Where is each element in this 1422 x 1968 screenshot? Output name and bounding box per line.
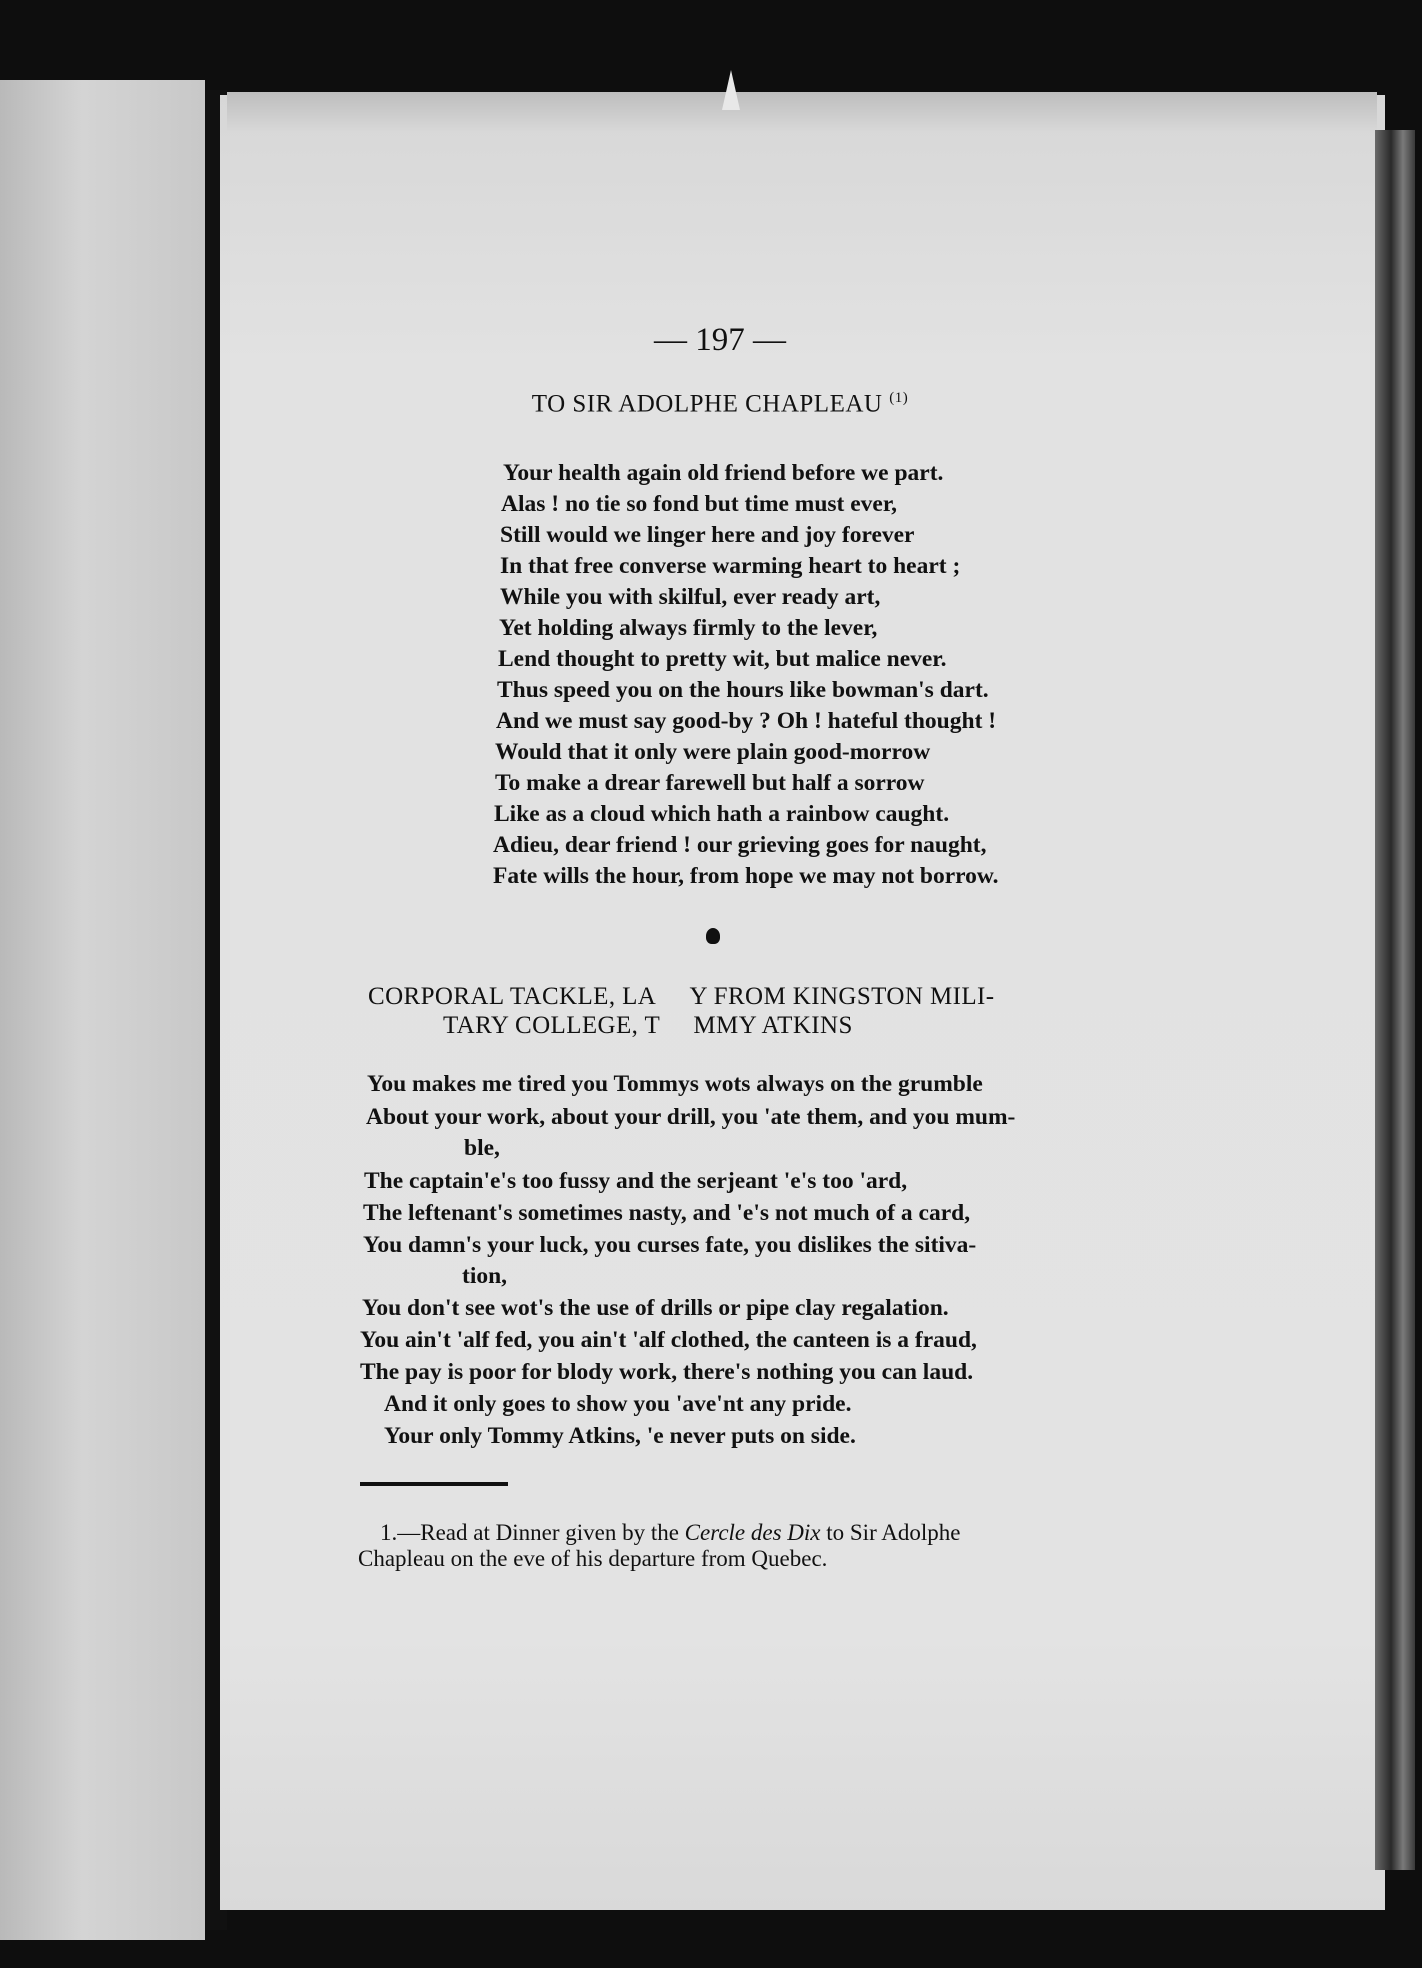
poem1-line: While you with skilful, ever ready art, [500, 584, 881, 610]
footnote-italic: Cercle des Dix [684, 1520, 821, 1545]
poem-title-text: TO SIR ADOLPHE CHAPLEAU [531, 390, 883, 418]
footnote-rule [360, 1482, 508, 1486]
section-ornament [706, 928, 720, 944]
poem1-line: Thus speed you on the hours like bowman's dart. [497, 677, 989, 703]
poem2-line: You makes me tired you Tommys wots always on the grumble [367, 1071, 983, 1097]
poem2-line: About your work, about your drill, you 'ate them, and you mum- [366, 1104, 1016, 1130]
footnote-text: to Sir Adolphe [820, 1520, 961, 1545]
poem2-line: Your only Tommy Atkins, 'e never puts on side. [384, 1423, 856, 1449]
poem2-line: You don't see wot's the use of drills or pipe clay regalation. [362, 1295, 949, 1321]
poem1-line: Lend thought to pretty wit, but malice never. [498, 646, 947, 672]
poem2-title-line2: TARY COLLEGE, T MMY ATKINS [443, 1012, 853, 1039]
poem2-line: ble, [464, 1135, 500, 1161]
footnote-marker: (1) [889, 390, 909, 406]
poem2-title-line1: CORPORAL TACKLE, LA Y FROM KINGSTON MILI- [368, 983, 995, 1010]
page-top-shading [227, 92, 1377, 132]
footnote-text: 1.—Read at Dinner given by the [380, 1520, 685, 1545]
poem1-line: In that free converse warming heart to heart ; [500, 553, 961, 579]
poem2-line: You ain't 'alf fed, you ain't 'alf clothed, the canteen is a fraud, [360, 1327, 977, 1353]
poem1-line: To make a drear farewell but half a sorrow [495, 770, 925, 796]
poem1-line: And we must say good-by ? Oh ! hateful thought ! [496, 708, 997, 734]
footnote-line2: Chapleau on the eve of his departure from Quebec. [358, 1546, 828, 1571]
poem1-line: Fate wills the hour, from hope we may not borrow. [493, 863, 999, 889]
poem1-line: Like as a cloud which hath a rainbow caught. [494, 801, 950, 827]
poem2-line: The pay is poor for blody work, there's nothing you can laud. [360, 1359, 974, 1385]
poem2-line: The leftenant's sometimes nasty, and 'e's not much of a card, [363, 1200, 971, 1226]
facing-page-edge [0, 80, 205, 1940]
poem2-line: And it only goes to show you 'ave'nt any pride. [384, 1391, 852, 1417]
poem1-line: Alas ! no tie so fond but time must ever, [501, 491, 898, 517]
poem1-line: Your health again old friend before we part. [503, 460, 944, 486]
poem-title-chapleau [0, 390, 1422, 418]
bookmark-tab [722, 70, 740, 110]
poem2-line: The captain'e's too fussy and the serjeant 'e's too 'ard, [364, 1168, 908, 1194]
poem1-line: Yet holding always firmly to the lever, [499, 615, 878, 641]
poem2-line: You damn's your luck, you curses fate, you dislikes the sitiva- [363, 1232, 977, 1258]
page-number: — 197 — [654, 322, 786, 358]
poem1-line: Still would we linger here and joy forever [500, 522, 915, 548]
poem1-line: Adieu, dear friend ! our grieving goes for naught, [493, 832, 987, 858]
poem2-line: tion, [462, 1263, 508, 1289]
footnote-line1 [380, 1520, 960, 1546]
poem1-line: Would that it only were plain good-morrow [495, 739, 931, 765]
